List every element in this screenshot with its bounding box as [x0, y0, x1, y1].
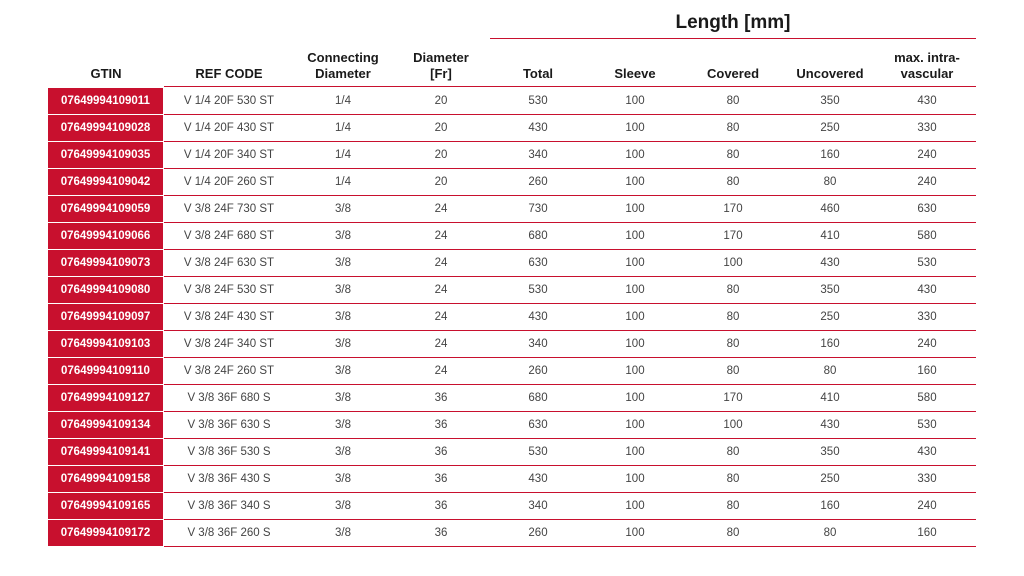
ref-code-cell: V 1/4 20F 260 ST	[183, 176, 275, 188]
uncovered-cell: 410	[820, 392, 840, 404]
connecting-diameter-cell: 3/8	[335, 311, 351, 323]
covered-cell: 170	[723, 230, 743, 242]
diameter-fr-cell: 20	[434, 95, 448, 107]
sleeve-cell: 100	[625, 392, 645, 404]
ref-code-cell: V 1/4 20F 530 ST	[183, 95, 275, 107]
sleeve-cell: 100	[625, 419, 645, 431]
gtin-cell: 07649994109172	[48, 520, 163, 546]
header-max-intravascular	[878, 46, 976, 86]
max-intravascular-cell: 430	[917, 95, 937, 107]
ref-code-cell: V 3/8 36F 340 S	[187, 500, 271, 512]
ref-code-cell: V 3/8 36F 630 S	[187, 419, 271, 431]
covered-cell: 80	[726, 473, 740, 485]
max-intravascular-cell: 530	[917, 257, 937, 269]
sleeve-cell: 100	[625, 311, 645, 323]
diameter-fr-cell: 36	[434, 419, 448, 431]
total-cell: 340	[528, 149, 548, 161]
table-row	[48, 88, 976, 115]
max-intravascular-cell: 240	[917, 149, 937, 161]
uncovered-cell: 160	[820, 149, 840, 161]
connecting-diameter-cell: 3/8	[335, 527, 351, 539]
total-cell: 530	[528, 446, 548, 458]
gtin-cell: 07649994109066	[48, 223, 163, 249]
header-sleeve	[586, 46, 684, 86]
header-connecting-diameter-line2: Diameter	[315, 66, 371, 81]
covered-cell: 80	[726, 176, 740, 188]
connecting-diameter-cell: 3/8	[335, 284, 351, 296]
sleeve-cell: 100	[625, 122, 645, 134]
connecting-diameter-cell: 1/4	[335, 122, 351, 134]
header-connecting-diameter	[294, 46, 392, 86]
connecting-diameter-cell: 3/8	[335, 365, 351, 377]
max-intravascular-cell: 160	[917, 527, 937, 539]
diameter-fr-cell: 24	[434, 365, 448, 377]
uncovered-cell: 410	[820, 230, 840, 242]
connecting-diameter-cell: 3/8	[335, 419, 351, 431]
ref-code-cell: V 3/8 36F 260 S	[187, 527, 271, 539]
uncovered-cell: 250	[820, 473, 840, 485]
uncovered-cell: 350	[820, 446, 840, 458]
covered-cell: 80	[726, 149, 740, 161]
covered-cell: 170	[723, 203, 743, 215]
table-row	[48, 412, 976, 439]
header-uncovered	[782, 46, 878, 86]
header-max-intravascular-line1: max. intra-	[894, 50, 960, 65]
max-intravascular-cell: 430	[917, 284, 937, 296]
max-intravascular-cell: 630	[917, 203, 937, 215]
ref-code-cell: V 1/4 20F 340 ST	[183, 149, 275, 161]
gtin-cell: 07649994109134	[48, 412, 163, 438]
length-group-rule	[490, 38, 976, 39]
total-cell: 430	[528, 311, 548, 323]
uncovered-cell: 350	[820, 95, 840, 107]
max-intravascular-cell: 160	[917, 365, 937, 377]
connecting-diameter-cell: 3/8	[335, 446, 351, 458]
uncovered-cell: 350	[820, 284, 840, 296]
header-gtin-label: GTIN	[90, 66, 122, 81]
ref-code-cell: V 3/8 24F 680 ST	[183, 230, 275, 242]
uncovered-cell: 250	[820, 122, 840, 134]
max-intravascular-cell: 580	[917, 392, 937, 404]
table-row	[48, 385, 976, 412]
ref-code-cell: V 3/8 36F 430 S	[187, 473, 271, 485]
total-cell: 730	[528, 203, 548, 215]
max-intravascular-cell: 330	[917, 122, 937, 134]
ref-code-cell: V 3/8 24F 730 ST	[183, 203, 275, 215]
table-row	[48, 196, 976, 223]
table-row	[48, 223, 976, 250]
table-row	[48, 439, 976, 466]
sleeve-cell: 100	[625, 95, 645, 107]
table-row	[48, 304, 976, 331]
sleeve-cell: 100	[625, 338, 645, 350]
covered-cell: 100	[723, 419, 743, 431]
connecting-diameter-cell: 3/8	[335, 230, 351, 242]
diameter-fr-cell: 20	[434, 149, 448, 161]
diameter-fr-cell: 24	[434, 230, 448, 242]
connecting-diameter-cell: 3/8	[335, 473, 351, 485]
max-intravascular-cell: 240	[917, 176, 937, 188]
diameter-fr-cell: 20	[434, 122, 448, 134]
header-diameter-fr-line1: Diameter	[413, 50, 469, 65]
diameter-fr-cell: 24	[434, 257, 448, 269]
sleeve-cell: 100	[625, 365, 645, 377]
uncovered-cell: 430	[820, 257, 840, 269]
ref-code-cell: V 3/8 24F 260 ST	[183, 365, 275, 377]
uncovered-cell: 460	[820, 203, 840, 215]
gtin-cell: 07649994109028	[48, 115, 163, 141]
total-cell: 260	[528, 527, 548, 539]
diameter-fr-cell: 36	[434, 392, 448, 404]
table-row	[48, 520, 976, 547]
uncovered-cell: 160	[820, 338, 840, 350]
covered-cell: 170	[723, 392, 743, 404]
max-intravascular-cell: 330	[917, 473, 937, 485]
diameter-fr-cell: 36	[434, 473, 448, 485]
connecting-diameter-cell: 1/4	[335, 176, 351, 188]
covered-cell: 80	[726, 284, 740, 296]
covered-cell: 80	[726, 95, 740, 107]
ref-code-cell: V 1/4 20F 430 ST	[183, 122, 275, 134]
uncovered-cell: 160	[820, 500, 840, 512]
max-intravascular-cell: 530	[917, 419, 937, 431]
gtin-cell: 07649994109073	[48, 250, 163, 276]
header-total-label: Total	[522, 66, 554, 81]
uncovered-cell: 250	[820, 311, 840, 323]
covered-cell: 80	[726, 311, 740, 323]
connecting-diameter-cell: 3/8	[335, 338, 351, 350]
gtin-cell: 07649994109165	[48, 493, 163, 519]
total-cell: 630	[528, 257, 548, 269]
diameter-fr-cell: 20	[434, 176, 448, 188]
total-cell: 530	[528, 95, 548, 107]
header-covered	[684, 46, 782, 86]
diameter-fr-cell: 24	[434, 311, 448, 323]
table-row	[48, 250, 976, 277]
header-uncovered-label: Uncovered	[796, 66, 864, 81]
covered-cell: 80	[726, 122, 740, 134]
total-cell: 430	[528, 122, 548, 134]
max-intravascular-cell: 240	[917, 500, 937, 512]
connecting-diameter-cell: 3/8	[335, 257, 351, 269]
length-group-heading: Length [mm]	[675, 12, 791, 33]
sleeve-cell: 100	[625, 284, 645, 296]
gtin-cell: 07649994109158	[48, 466, 163, 492]
table-row	[48, 277, 976, 304]
header-connecting-diameter-line1: Connecting	[307, 50, 379, 65]
header-sleeve-label: Sleeve	[614, 66, 656, 81]
covered-cell: 80	[726, 365, 740, 377]
connecting-diameter-cell: 1/4	[335, 95, 351, 107]
diameter-fr-cell: 24	[434, 284, 448, 296]
covered-cell: 80	[726, 338, 740, 350]
sleeve-cell: 100	[625, 527, 645, 539]
uncovered-cell: 80	[823, 176, 837, 188]
uncovered-cell: 80	[823, 527, 837, 539]
covered-cell: 80	[726, 527, 740, 539]
diameter-fr-cell: 24	[434, 338, 448, 350]
header-covered-label: Covered	[706, 66, 760, 81]
max-intravascular-cell: 330	[917, 311, 937, 323]
header-max-intravascular-line2: vascular	[900, 66, 954, 81]
gtin-cell: 07649994109110	[48, 358, 163, 384]
table-row	[48, 169, 976, 196]
total-cell: 260	[528, 365, 548, 377]
max-intravascular-cell: 580	[917, 230, 937, 242]
total-cell: 630	[528, 419, 548, 431]
connecting-diameter-cell: 1/4	[335, 149, 351, 161]
gtin-cell: 07649994109042	[48, 169, 163, 195]
max-intravascular-cell: 240	[917, 338, 937, 350]
diameter-fr-cell: 36	[434, 527, 448, 539]
total-cell: 530	[528, 284, 548, 296]
gtin-cell: 07649994109103	[48, 331, 163, 357]
header-gtin	[48, 46, 164, 86]
ref-code-cell: V 3/8 24F 340 ST	[183, 338, 275, 350]
table-row	[48, 358, 976, 385]
sleeve-cell: 100	[625, 446, 645, 458]
table-row	[48, 331, 976, 358]
header-rule	[164, 86, 976, 87]
covered-cell: 80	[726, 446, 740, 458]
gtin-cell: 07649994109080	[48, 277, 163, 303]
header-total	[490, 46, 586, 86]
diameter-fr-cell: 36	[434, 500, 448, 512]
total-cell: 340	[528, 338, 548, 350]
header-ref-code-label: REF CODE	[195, 66, 263, 81]
gtin-cell: 07649994109035	[48, 142, 163, 168]
total-cell: 680	[528, 392, 548, 404]
table-row	[48, 142, 976, 169]
total-cell: 430	[528, 473, 548, 485]
connecting-diameter-cell: 3/8	[335, 392, 351, 404]
gtin-cell: 07649994109127	[48, 385, 163, 411]
uncovered-cell: 80	[823, 365, 837, 377]
uncovered-cell: 430	[820, 419, 840, 431]
total-cell: 340	[528, 500, 548, 512]
row-divider	[164, 546, 976, 547]
sleeve-cell: 100	[625, 203, 645, 215]
table-row	[48, 466, 976, 493]
table-row	[48, 115, 976, 142]
covered-cell: 80	[726, 500, 740, 512]
diameter-fr-cell: 36	[434, 446, 448, 458]
sleeve-cell: 100	[625, 473, 645, 485]
ref-code-cell: V 3/8 24F 430 ST	[183, 311, 275, 323]
connecting-diameter-cell: 3/8	[335, 203, 351, 215]
sleeve-cell: 100	[625, 230, 645, 242]
sleeve-cell: 100	[625, 176, 645, 188]
ref-code-cell: V 3/8 36F 530 S	[187, 446, 271, 458]
ref-code-cell: V 3/8 24F 530 ST	[183, 284, 275, 296]
ref-code-cell: V 3/8 36F 680 S	[187, 392, 271, 404]
total-cell: 260	[528, 176, 548, 188]
diameter-fr-cell: 24	[434, 203, 448, 215]
connecting-diameter-cell: 3/8	[335, 500, 351, 512]
max-intravascular-cell: 430	[917, 446, 937, 458]
covered-cell: 100	[723, 257, 743, 269]
sleeve-cell: 100	[625, 149, 645, 161]
gtin-cell: 07649994109141	[48, 439, 163, 465]
gtin-cell: 07649994109059	[48, 196, 163, 222]
total-cell: 680	[528, 230, 548, 242]
header-diameter-fr-line2: [Fr]	[430, 66, 452, 81]
header-diameter-fr	[392, 46, 490, 86]
gtin-cell: 07649994109011	[48, 88, 163, 114]
gtin-cell: 07649994109097	[48, 304, 163, 330]
ref-code-cell: V 3/8 24F 630 ST	[183, 257, 275, 269]
header-ref-code	[164, 46, 294, 86]
table-row	[48, 493, 976, 520]
sleeve-cell: 100	[625, 257, 645, 269]
sleeve-cell: 100	[625, 500, 645, 512]
